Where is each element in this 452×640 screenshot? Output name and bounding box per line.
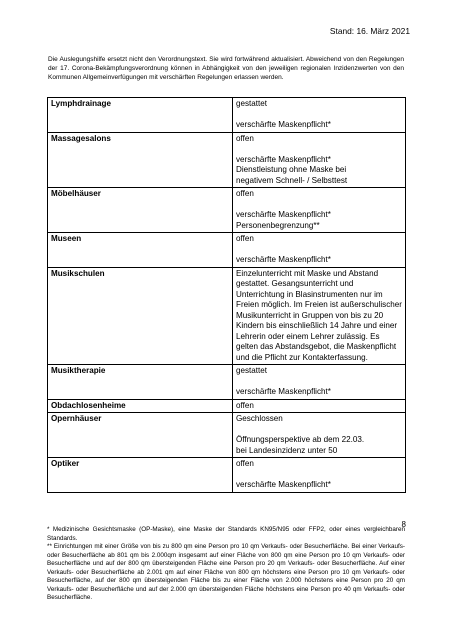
intro-paragraph: Die Auslegungshilfe ersetzt nicht den Verordnungstext. Sie wird fortwährend aktualisiert. Abweichend von den Regelungen der 17. Corona-Bekämpfungsverordnung können in Abhängigkeit von den jeweiligen regionalen Inzidenzwerten von den Kommunen Allgemeinverfügungen mit verschärften Regelungen erlassen werden. <box>48 56 404 82</box>
rules-table <box>47 97 406 493</box>
facility-name: Lymphdrainage <box>48 98 233 133</box>
status-text: offen <box>236 400 254 410</box>
detail-text: Dienstleistung ohne Maske bei <box>236 165 347 174</box>
detail-text: negativem Schnell- / Selbsttest <box>236 175 348 185</box>
facility-rule <box>233 132 406 188</box>
table-row <box>48 188 406 233</box>
detail-text: bei Landesinzidenz unter 50 <box>236 445 338 455</box>
facility-name: Musikschulen <box>48 267 233 365</box>
facility-rule <box>233 188 406 233</box>
facility-name: Möbelhäuser <box>48 188 233 233</box>
page-number: 8 <box>401 520 406 529</box>
status-text: gestattet <box>236 99 268 108</box>
detail-text: verschärfte Maskenpflicht* <box>236 387 331 396</box>
table-row <box>48 233 406 268</box>
detail-text: Öffnungsperspektive ab dem 22.03. <box>236 435 365 444</box>
status-text: offen <box>236 234 254 243</box>
table-row <box>48 413 406 458</box>
footnotes <box>47 526 405 603</box>
footnote-mask: * Medizinische Gesichtsmaske (OP-Maske), eine Maske der Standards KN95/N95 oder FFP2, oder eines vergleichbaren Standards. <box>47 526 405 542</box>
status-text: Einzelunterricht mit Maske und Abstand gestattet. Gesangsunterricht und Unterrichtung in Blasinstrumenten nur im Freien möglich. Im Freien ist außerschulischer Musikunterricht in Gruppen von bis zu 20 Kindern bis einschließlich 14 Jahre und einer Lehrerin oder einem Lehrer zulässig. Es gelten das Abstandsgebot, die Maskenpflicht und die Pflicht zur Kontakterfassung. <box>236 268 402 362</box>
footnote-capacity: ** Einrichtungen mit einer Größe von bis zu 800 qm eine Person pro 10 qm Verkaufs- oder Besucherfläche. Bei einer Verkaufs- oder Besucherfläche ab 801 qm bis 2.000qm insgesamt auf einer Fläche von 800 qm eine Person pro 10 qm Verkaufs- oder Besucherfläche und auf der 800 qm übersteigenden Fläche eine Person pro 20 qm Verkaufs- oder Besucherfläche. Auf einer Verkaufs- oder Besucherfläche ab 2.001 qm auf einer Fläche von 800 qm höchstens eine Person pro 10 qm Verkaufs- oder Besucherfläche, auf der 800 qm übersteigenden Fläche bis zu einer Fläche von 2.000 höchstens eine Person pro 20 qm Verkaufs- oder Besucherfläche und auf der 2.000 qm übersteigenden Fläche höchstens eine Person pro 40 qm Verkaufs- oder Besucherfläche. <box>47 543 405 601</box>
facility-rule <box>233 233 406 268</box>
facility-rule <box>233 365 406 400</box>
table-row <box>48 267 406 365</box>
facility-name: Museen <box>48 233 233 268</box>
facility-name: Opernhäuser <box>48 413 233 458</box>
table-row <box>48 132 406 188</box>
facility-rule <box>233 399 406 413</box>
document-date: Stand: 16. März 2021 <box>329 26 410 36</box>
detail-text: verschärfte Maskenpflicht* <box>236 255 331 264</box>
facility-name: Massagesalons <box>48 132 233 188</box>
detail-text: verschärfte Maskenpflicht* <box>236 154 331 164</box>
table-row <box>48 98 406 133</box>
status-text: offen <box>236 459 254 468</box>
facility-rule <box>233 98 406 133</box>
facility-name: Musiktherapie <box>48 365 233 400</box>
table-row <box>48 365 406 400</box>
facility-name: Obdachlosenheime <box>48 399 233 413</box>
facility-name: Optiker <box>48 458 233 493</box>
status-text: Geschlossen <box>236 414 283 423</box>
status-text: offen <box>236 189 254 198</box>
table-row <box>48 399 406 413</box>
status-text: gestattet <box>236 366 268 375</box>
detail-text: Personenbegrenzung** <box>236 220 320 230</box>
detail-text: verschärfte Maskenpflicht* <box>236 480 331 489</box>
facility-rule <box>233 458 406 493</box>
facility-rule <box>233 413 406 458</box>
facility-rule <box>233 267 406 365</box>
detail-text: verschärfte Maskenpflicht* <box>236 210 331 219</box>
status-text: offen <box>236 133 254 143</box>
table-row <box>48 458 406 493</box>
detail-text: verschärfte Maskenpflicht* <box>236 120 331 129</box>
